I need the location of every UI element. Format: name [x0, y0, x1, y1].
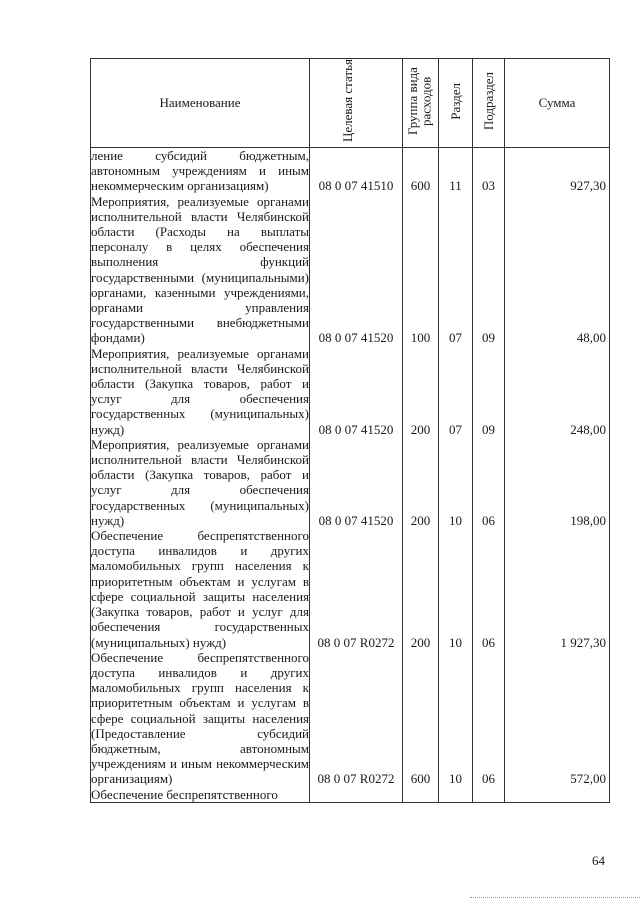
row-sum: 248,00 — [505, 346, 610, 437]
row-code — [310, 787, 403, 803]
table-row — [91, 346, 610, 437]
row-name: ление субсидий бюджетным, автономным учреждениям и иным некоммерческим организациям) — [91, 148, 309, 194]
table-row — [91, 148, 610, 194]
row-section: 07 — [439, 346, 473, 437]
budget-table — [90, 58, 610, 803]
row-group: 200 — [403, 528, 439, 650]
row-section: 10 — [439, 437, 473, 528]
row-name: Мероприятия, реализуемые органами исполнительной власти Челябинской области (Закупка товаров, работ и услуг для обеспечения государственных (муниципальных) нужд) — [91, 436, 309, 528]
row-code: 08 0 07 41520 — [310, 346, 403, 437]
row-section: 11 — [439, 148, 473, 194]
table-row — [91, 650, 610, 787]
row-name: Мероприятия, реализуемые органами исполнительной власти Челябинской области (Расходы на выплаты персоналу в целях обеспечения выполнения функций государственными (муниципальными) органами, казенными учреждениями, органами управления государственными внебюджетными фондами) — [91, 193, 309, 346]
row-group: 200 — [403, 346, 439, 437]
table-row — [91, 437, 610, 528]
header-row — [91, 59, 610, 148]
row-sum: 198,00 — [505, 437, 610, 528]
header-code: Целевая статья — [310, 59, 403, 148]
row-sum: 927,30 — [505, 148, 610, 194]
page-number: 64 — [592, 853, 605, 868]
header-subsection: Подраздел — [473, 59, 505, 148]
row-name: Обеспечение беспрепятственного доступа инвалидов и других маломобильных групп населения к приоритетным объектам и услугам в сфере социальной защиты населения (Предоставление субсидий бюджетным, автономным учреждениям и иным некоммерческим организациям) — [91, 649, 309, 787]
row-subsection: 09 — [473, 194, 505, 346]
row-subsection — [473, 787, 505, 803]
row-group: 600 — [403, 650, 439, 787]
row-code: 08 0 07 R0272 — [310, 528, 403, 650]
row-subsection: 03 — [473, 148, 505, 194]
row-subsection: 06 — [473, 528, 505, 650]
header-section: Раздел — [439, 59, 473, 148]
row-name: Обеспечение беспрепятственного — [91, 787, 310, 803]
table-row — [91, 194, 610, 346]
row-code: 08 0 07 41520 — [310, 194, 403, 346]
header-name: Наименование — [91, 59, 310, 148]
row-code: 08 0 07 41520 — [310, 437, 403, 528]
row-section: 07 — [439, 194, 473, 346]
row-group — [403, 787, 439, 803]
row-section: 10 — [439, 650, 473, 787]
row-name: Обеспечение беспрепятственного доступа инвалидов и других маломобильных групп населения к приоритетным объектам и услугам в сфере социальной защиты населения (Закупка товаров, работ и услуг для обеспечения государственных (муниципальных) нужд) — [91, 528, 309, 650]
table-row — [91, 528, 610, 650]
row-group: 600 — [403, 148, 439, 194]
row-section — [439, 787, 473, 803]
footer-divider — [470, 897, 640, 899]
header-sum: Сумма — [505, 59, 610, 148]
row-code: 08 0 07 R0272 — [310, 650, 403, 787]
row-sum: 1 927,30 — [505, 528, 610, 650]
row-name: Мероприятия, реализуемые органами исполнительной власти Челябинской области (Закупка товаров, работ и услуг для обеспечения государственных (муниципальных) нужд) — [91, 345, 309, 437]
row-subsection: 09 — [473, 346, 505, 437]
row-subsection: 06 — [473, 650, 505, 787]
table-row — [91, 787, 610, 803]
row-sum: 572,00 — [505, 650, 610, 787]
row-code: 08 0 07 41510 — [310, 148, 403, 194]
row-group: 200 — [403, 437, 439, 528]
row-group: 100 — [403, 194, 439, 346]
row-section: 10 — [439, 528, 473, 650]
row-subsection: 06 — [473, 437, 505, 528]
row-sum — [505, 787, 610, 803]
header-group: Группа вида расходов — [403, 59, 439, 148]
row-sum: 48,00 — [505, 194, 610, 346]
